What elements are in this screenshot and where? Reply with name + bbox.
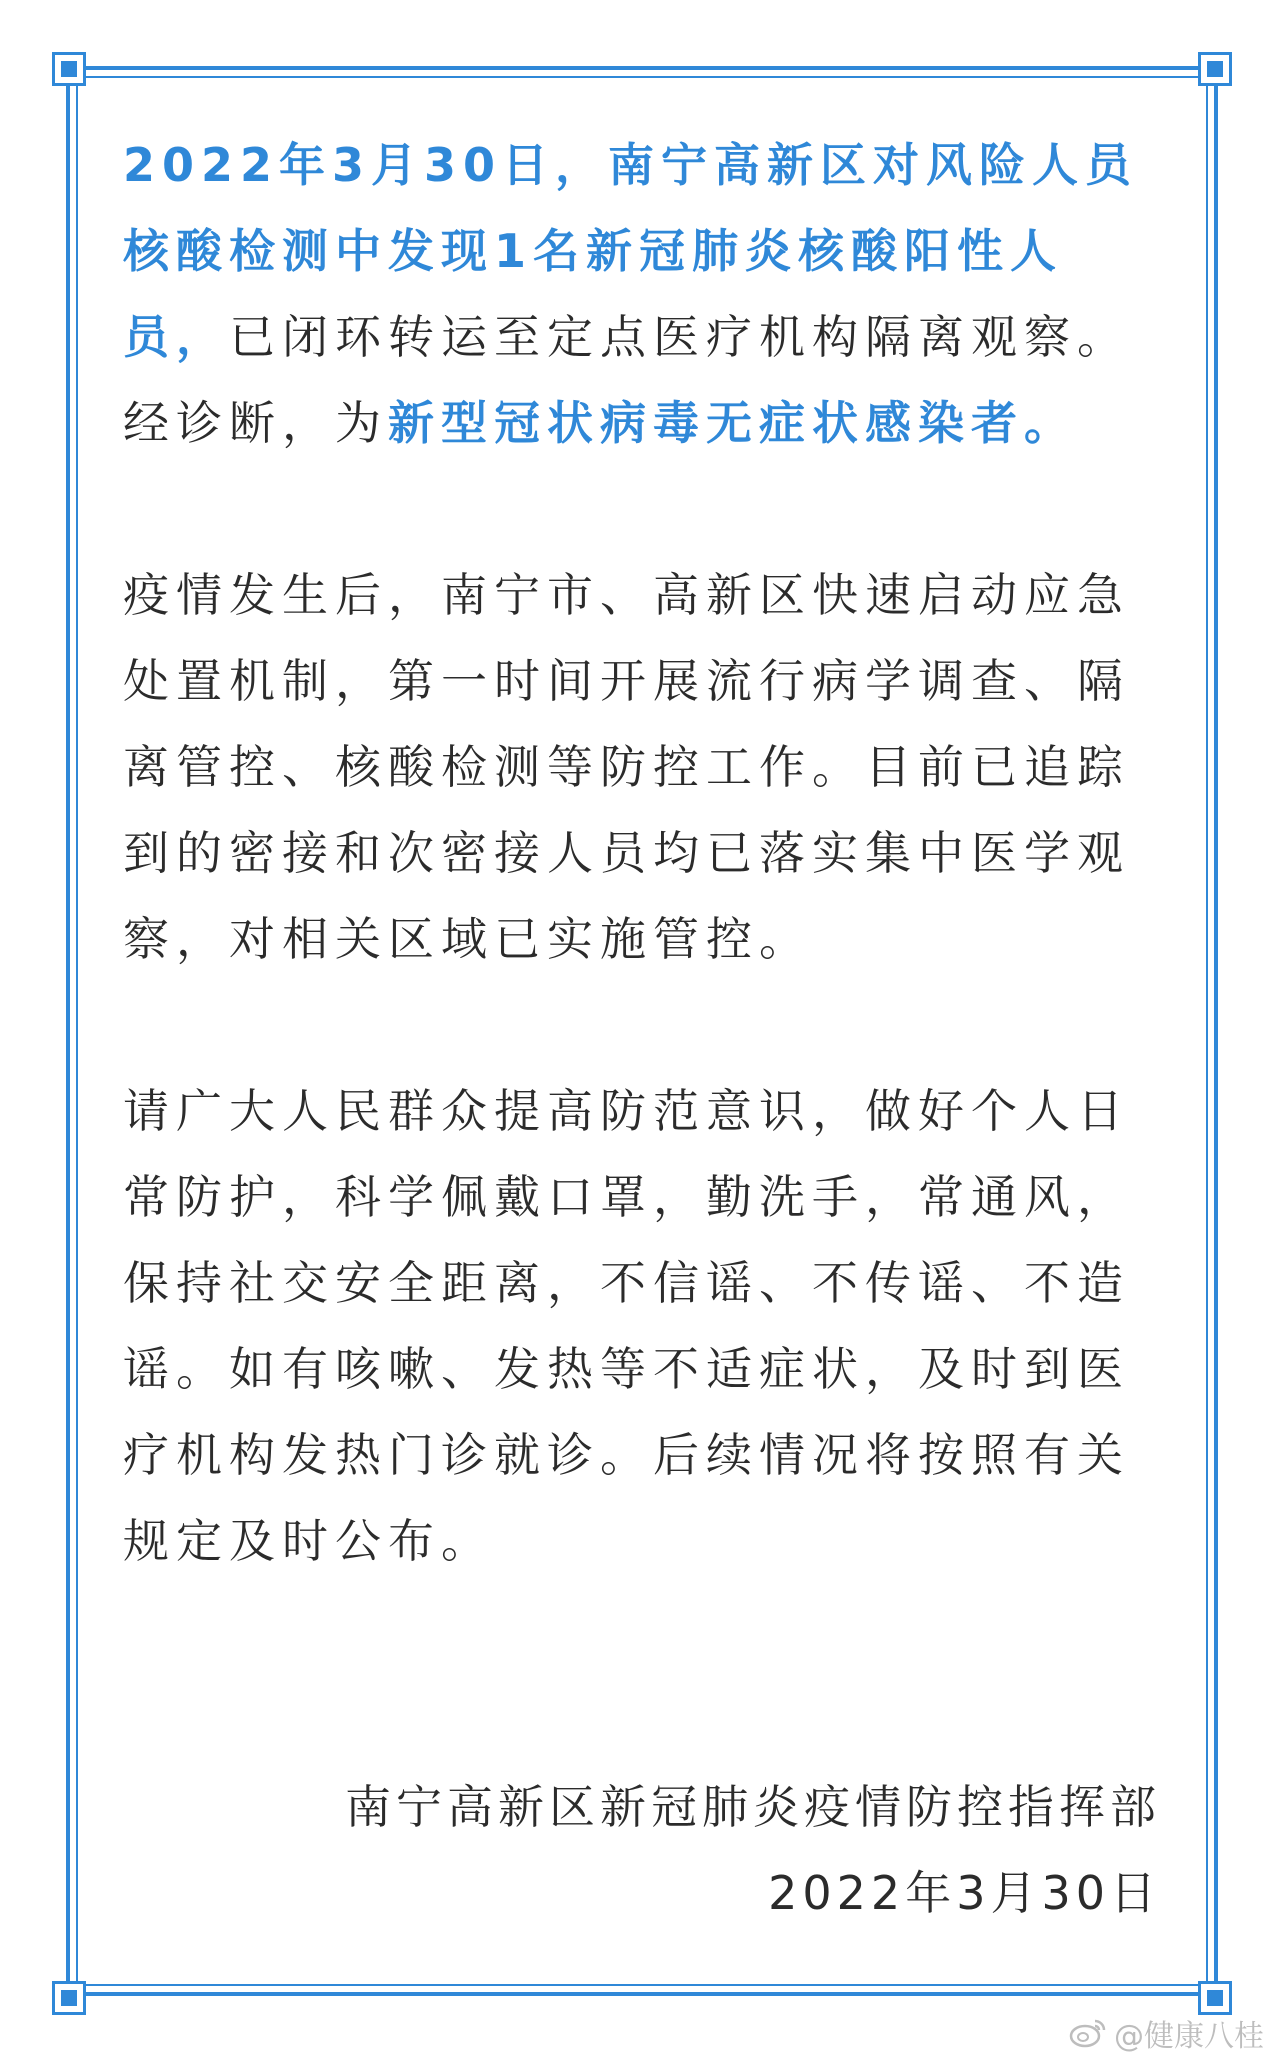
corner-ornament-bottom-left xyxy=(52,1981,86,2015)
watermark-text: @健康八桂 xyxy=(1114,2019,1264,2054)
signature-org: 南宁高新区新冠肺炎疫情防控指挥部 xyxy=(345,1780,1161,1834)
signature-block xyxy=(345,1764,1161,1936)
paragraph-2-text: 疫情发生后，南宁市、高新区快速启动应急处置机制，第一时间开展流行病学调查、隔离管控、核酸检测等防控工作。目前已追踪到的密接和次密接人员均已落实集中医学观察，对相关区域已实施管控。 xyxy=(123,568,1130,966)
paragraph-advice xyxy=(123,1068,1163,1584)
paragraph-1-text xyxy=(123,122,1163,466)
watermark xyxy=(1068,2011,1264,2055)
corner-ornament-top-right xyxy=(1198,52,1232,86)
case-highlight: 2022年3月30日，南宁高新区对风险人员核酸检测中发现1名新冠肺炎核酸阳性人员， xyxy=(123,138,1139,364)
paragraph-case-report xyxy=(123,122,1163,466)
weibo-icon xyxy=(1068,2017,1108,2049)
paragraph-3-text: 请广大人民群众提高防范意识，做好个人日常防护，科学佩戴口罩，勤洗手，常通风，保持社交安全距离，不信谣、不传谣、不造谣。如有咳嗽、发热等不适症状，及时到医疗机构发热门诊就诊。后续情况将按照有关规定及时公布。 xyxy=(123,1084,1130,1568)
paragraph-response xyxy=(123,552,1163,982)
corner-ornament-bottom-right xyxy=(1198,1981,1232,2015)
notice-body xyxy=(123,122,1163,1670)
signature-date: 2022年3月30日 xyxy=(768,1866,1161,1920)
case-detail: 已闭环转运至定点医疗机构隔离观察。经诊断，为 xyxy=(123,310,1130,450)
corner-ornament-top-left xyxy=(52,52,86,86)
diagnosis-highlight: 新型冠状病毒无症状感染者。 xyxy=(388,396,1077,450)
